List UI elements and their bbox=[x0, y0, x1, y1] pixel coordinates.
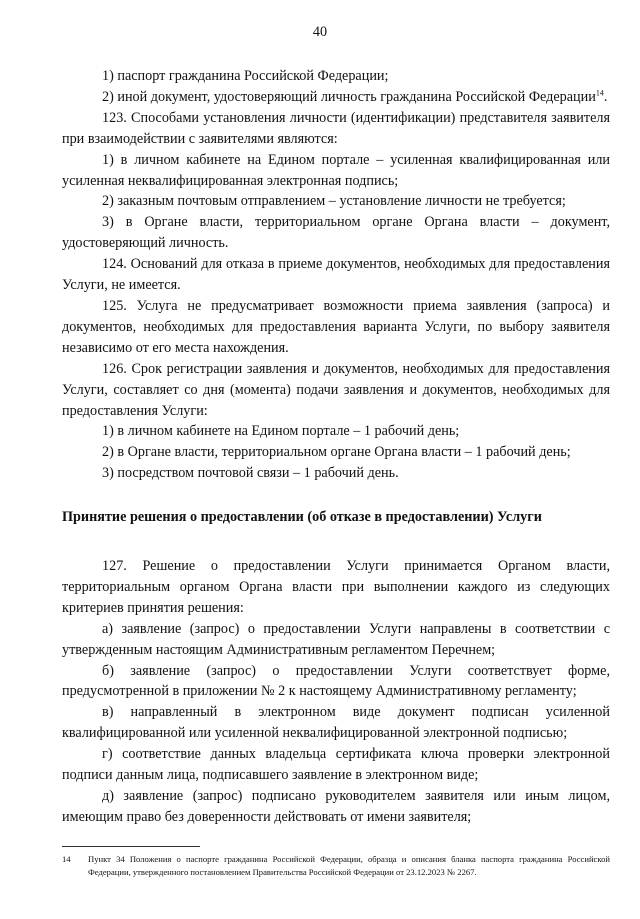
paragraph-127-d: д) заявление (запрос) подписано руководителем заявителя или иным лицом, имеющим право без доверенности действовать от имени заявителя; bbox=[62, 788, 610, 825]
paragraph-123: 123. Способами установления личности (идентификации) представителя заявителя при взаимодействии с заявителями являются: bbox=[62, 109, 610, 147]
paragraph-126: 126. Срок регистрации заявления и документов, необходимых для предоставления Услуги, составляет со дня (момента) подачи заявления и документов, необходимых для предоставления Услуги: bbox=[62, 360, 610, 419]
paragraph-126-1: 1) в личном кабинете на Едином портале – 1 рабочий день; bbox=[102, 423, 460, 440]
paragraph-123-1: 1) в личном кабинете на Едином портале – усиленная квалифицированная или усиленная неквалифицированная электронная подпись; bbox=[62, 151, 610, 189]
paragraph-123-3: 3) в Органе власти, территориальном органе Органа власти – документ, удостоверяющий личность. bbox=[62, 214, 610, 252]
paragraph-other-document bbox=[62, 87, 610, 108]
section-heading: Принятие решения о предоставлении (об отказе в предоставлении) Услуги bbox=[62, 509, 542, 526]
footnote-reference: 14 bbox=[595, 88, 604, 98]
paragraph-123-2: 2) заказным почтовым отправлением – установление личности не требуется; bbox=[102, 193, 566, 210]
paragraph-126-3: 3) посредством почтовой связи – 1 рабочий день. bbox=[102, 465, 399, 482]
footnote-separator bbox=[62, 846, 200, 847]
paragraph-text: 2) иной документ, удостоверяющий личность гражданина Российской Федерации bbox=[102, 88, 596, 105]
paragraph-127-b: б) заявление (запрос) о предоставлении Услуги соответствует форме, предусмотренной в приложении № 2 к настоящему Административному регламенту; bbox=[62, 662, 610, 700]
footnote-number: 14 bbox=[62, 854, 71, 864]
paragraph-127: 127. Решение о предоставлении Услуги принимается Органом власти, территориальным органом Органа власти при выполнении каждого из следующих критериев принятия решения: bbox=[62, 558, 610, 616]
paragraph-tail: . bbox=[603, 88, 608, 105]
body-text bbox=[62, 66, 610, 828]
paragraph-125: 125. Услуга не предусматривает возможности приема заявления (запроса) и документов, необходимых для предоставления варианта Услуги, по выбору заявителя независимо от его места нахождения. bbox=[62, 297, 610, 356]
paragraph-124: 124. Оснований для отказа в приеме документов, необходимых для предоставления Услуги, не имеется. bbox=[62, 256, 610, 294]
paragraph-passport: 1) паспорт гражданина Российской Федерации; bbox=[102, 68, 389, 84]
page-number: 40 bbox=[312, 24, 328, 40]
paragraph-127-a: а) заявление (запрос) о предоставлении Услуги направлены в соответствии с утвержденным настоящим Административным регламентом Перечнем; bbox=[62, 620, 610, 658]
paragraph-127-v: в) направленный в электронном виде документ подписан усиленной квалифицированной или усиленной неквалифицированной электронной подписью; bbox=[62, 704, 610, 742]
footnote-text: Пункт 34 Положения о паспорте гражданина Российской Федерации, образца и описания бланка паспорта гражданина Российской Федерации, утвержденного постановлением Правительства Российской Федерации от 23.12.2023 № 2267. bbox=[88, 854, 610, 877]
paragraph-126-2: 2) в Органе власти, территориальном органе Органа власти – 1 рабочий день; bbox=[102, 444, 571, 461]
footnote bbox=[62, 853, 610, 878]
paragraph-127-g: г) соответствие данных владельца сертификата ключа проверки электронной подписи данным лица, подписавшего заявление в электронном виде; bbox=[62, 746, 610, 784]
